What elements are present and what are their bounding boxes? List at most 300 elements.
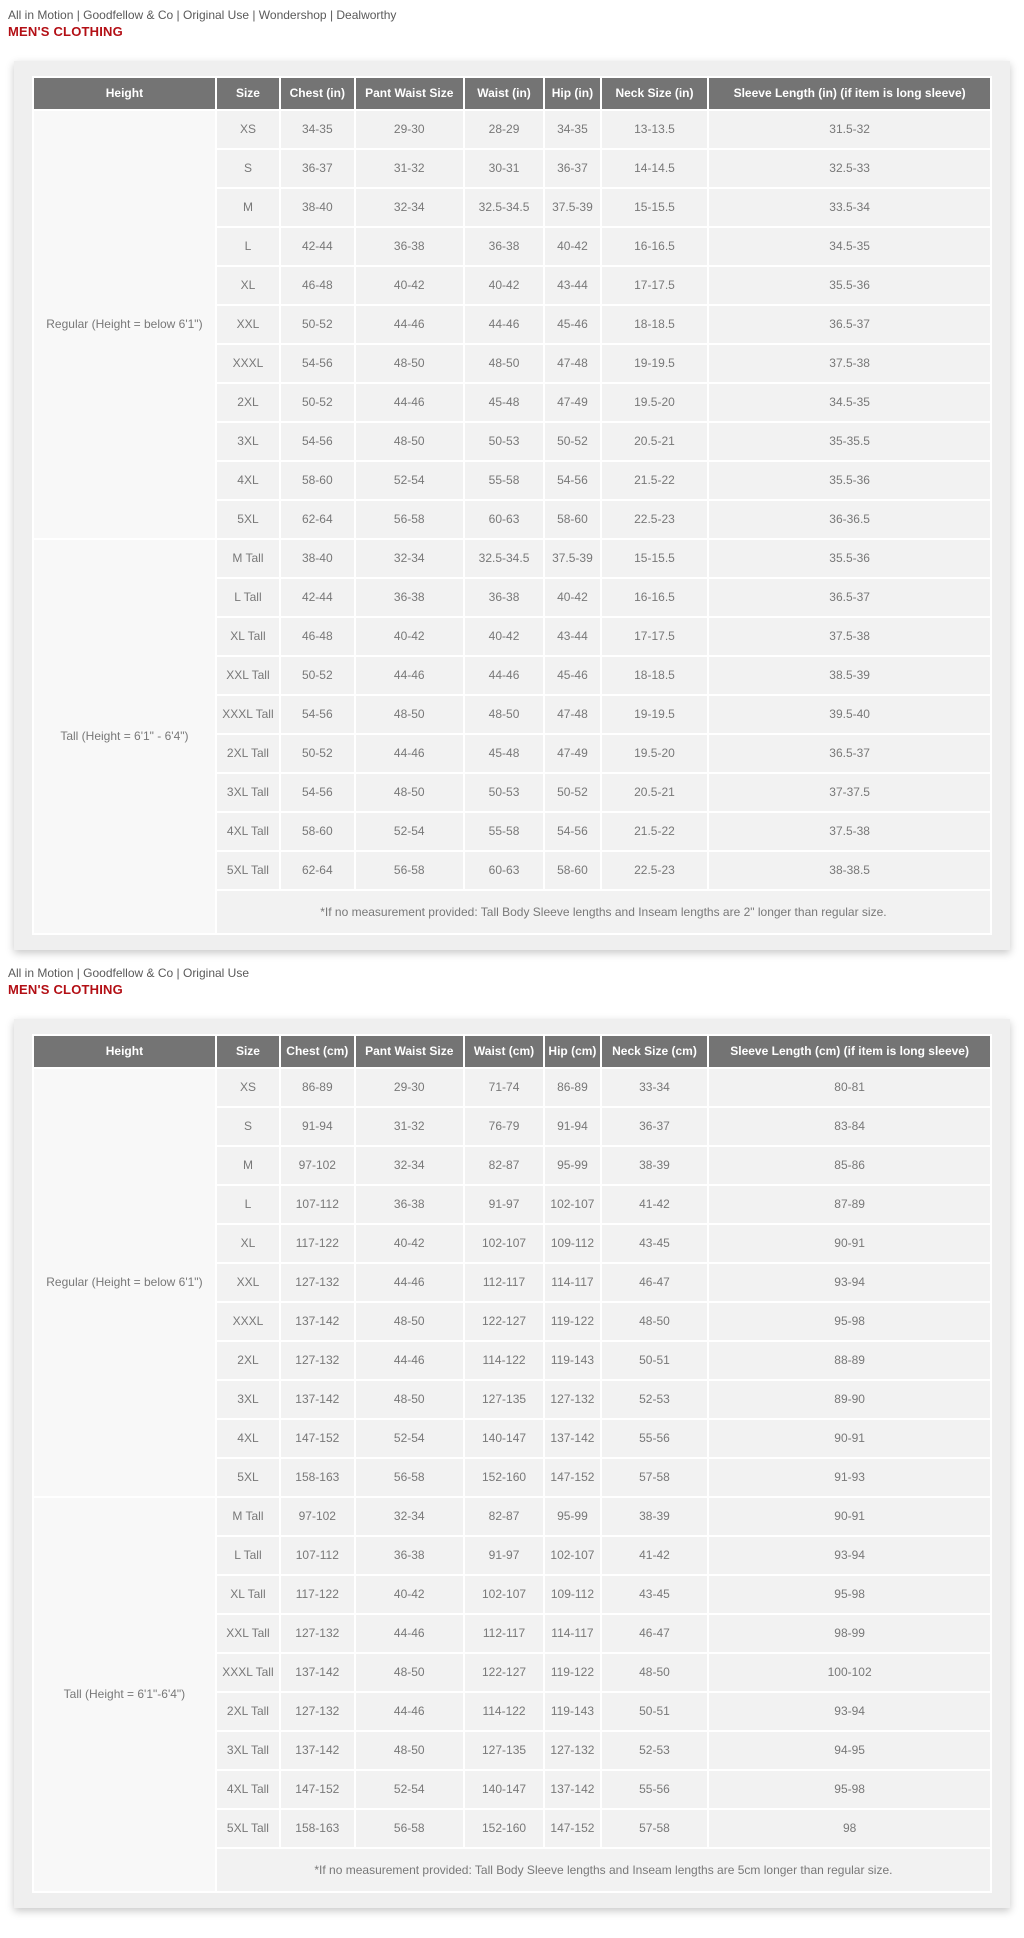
size-cell: XL Tall [217, 1576, 279, 1613]
measurement-cell: 33-34 [602, 1069, 708, 1106]
measurement-cell: 47-49 [545, 735, 600, 772]
measurement-cell: 82-87 [465, 1147, 543, 1184]
measurement-cell: 140-147 [465, 1771, 543, 1808]
measurement-cell: 93-94 [709, 1537, 990, 1574]
column-header: Sleeve Length (cm) (if item is long sleeve) [709, 1036, 990, 1067]
measurement-cell: 56-58 [356, 501, 463, 538]
size-cell: 2XL Tall [217, 1693, 279, 1730]
measurement-cell: 36-36.5 [709, 501, 990, 538]
size-cell: 3XL Tall [217, 774, 279, 811]
measurement-cell: 95-98 [709, 1576, 990, 1613]
measurement-cell: 34-35 [545, 111, 600, 148]
measurement-cell: 44-46 [356, 1693, 463, 1730]
measurement-cell: 37.5-38 [709, 813, 990, 850]
measurement-cell: 95-98 [709, 1771, 990, 1808]
measurement-cell: 48-50 [356, 423, 463, 460]
measurement-cell: 55-56 [602, 1420, 708, 1457]
size-cell: 4XL [217, 462, 279, 499]
measurement-cell: 137-142 [281, 1732, 354, 1769]
measurement-cell: 44-46 [356, 657, 463, 694]
measurement-cell: 57-58 [602, 1459, 708, 1496]
measurement-cell: 15-15.5 [602, 189, 708, 226]
measurement-cell: 90-91 [709, 1225, 990, 1262]
size-cell: XL Tall [217, 618, 279, 655]
size-cell: 5XL Tall [217, 852, 279, 889]
size-cell: M Tall [217, 1498, 279, 1535]
measurement-cell: 31-32 [356, 1108, 463, 1145]
column-header: Chest (in) [281, 78, 354, 109]
column-header: Pant Waist Size [356, 1036, 463, 1067]
measurement-cell: 42-44 [281, 579, 354, 616]
chart-title: MEN'S CLOTHING [8, 24, 123, 39]
measurement-cell: 91-97 [465, 1537, 543, 1574]
measurement-cell: 107-112 [281, 1186, 354, 1223]
size-cell: 2XL [217, 384, 279, 421]
measurement-cell: 97-102 [281, 1147, 354, 1184]
measurement-cell: 56-58 [356, 1459, 463, 1496]
measurement-cell: 54-56 [281, 423, 354, 460]
measurement-cell: 55-58 [465, 813, 543, 850]
measurement-cell: 32.5-34.5 [465, 189, 543, 226]
measurement-cell: 19-19.5 [602, 345, 708, 382]
measurement-cell: 87-89 [709, 1186, 990, 1223]
measurement-cell: 91-97 [465, 1186, 543, 1223]
measurement-cell: 37.5-38 [709, 345, 990, 382]
measurement-cell: 55-56 [602, 1771, 708, 1808]
measurement-cell: 21.5-22 [602, 462, 708, 499]
measurement-cell: 38-40 [281, 189, 354, 226]
measurement-cell: 36.5-37 [709, 579, 990, 616]
measurement-cell: 36-37 [602, 1108, 708, 1145]
measurement-cell: 94-95 [709, 1732, 990, 1769]
measurement-cell: 40-42 [356, 1576, 463, 1613]
measurement-cell: 93-94 [709, 1264, 990, 1301]
measurement-cell: 127-132 [281, 1615, 354, 1652]
measurement-cell: 112-117 [465, 1264, 543, 1301]
measurement-cell: 48-50 [356, 345, 463, 382]
measurement-cell: 35.5-36 [709, 267, 990, 304]
size-chart-section-inches [0, 8, 1024, 950]
measurement-cell: 60-63 [465, 852, 543, 889]
measurement-cell: 36-38 [356, 228, 463, 265]
measurement-cell: 62-64 [281, 852, 354, 889]
measurement-cell: 95-98 [709, 1303, 990, 1340]
brand-list: All in Motion | Goodfellow & Co | Original Use [8, 966, 250, 980]
measurement-cell: 38-39 [602, 1147, 708, 1184]
measurement-cell: 102-107 [545, 1537, 600, 1574]
size-cell: XXL [217, 1264, 279, 1301]
measurement-cell: 36-38 [356, 1537, 463, 1574]
measurement-cell: 137-142 [281, 1303, 354, 1340]
measurement-cell: 32-34 [356, 540, 463, 577]
measurement-cell: 50-53 [465, 774, 543, 811]
measurement-cell: 30-31 [465, 150, 543, 187]
size-cell: XXXL Tall [217, 1654, 279, 1691]
measurement-cell: 127-132 [281, 1264, 354, 1301]
footnote: *If no measurement provided: Tall Body Sleeve lengths and Inseam lengths are 5cm longer than regular size. [217, 1849, 990, 1891]
measurement-cell: 48-50 [465, 696, 543, 733]
measurement-cell: 91-94 [545, 1108, 600, 1145]
measurement-cell: 50-52 [281, 657, 354, 694]
measurement-cell: 52-54 [356, 462, 463, 499]
measurement-cell: 16-16.5 [602, 228, 708, 265]
size-cell: XXXL [217, 345, 279, 382]
measurement-cell: 46-48 [281, 267, 354, 304]
measurement-cell: 127-132 [281, 1693, 354, 1730]
measurement-cell: 122-127 [465, 1303, 543, 1340]
measurement-cell: 83-84 [709, 1108, 990, 1145]
measurement-cell: 48-50 [356, 774, 463, 811]
measurement-cell: 44-46 [465, 657, 543, 694]
measurement-cell: 45-46 [545, 657, 600, 694]
size-chart-card-inches [14, 61, 1010, 950]
measurement-cell: 19-19.5 [602, 696, 708, 733]
measurement-cell: 58-60 [281, 462, 354, 499]
measurement-cell: 102-107 [465, 1576, 543, 1613]
measurement-cell: 32-34 [356, 189, 463, 226]
size-cell: XS [217, 1069, 279, 1106]
measurement-cell: 50-52 [281, 306, 354, 343]
measurement-cell: 52-53 [602, 1381, 708, 1418]
measurement-cell: 97-102 [281, 1498, 354, 1535]
measurement-cell: 102-107 [545, 1186, 600, 1223]
measurement-cell: 33.5-34 [709, 189, 990, 226]
size-cell: S [217, 1108, 279, 1145]
measurement-cell: 17-17.5 [602, 267, 708, 304]
measurement-cell: 48-50 [356, 1732, 463, 1769]
measurement-cell: 137-142 [545, 1771, 600, 1808]
measurement-cell: 34.5-35 [709, 384, 990, 421]
measurement-cell: 32-34 [356, 1498, 463, 1535]
measurement-cell: 43-44 [545, 618, 600, 655]
size-cell: 2XL [217, 1342, 279, 1379]
column-header: Size [217, 1036, 279, 1067]
measurement-cell: 38.5-39 [709, 657, 990, 694]
measurement-cell: 42-44 [281, 228, 354, 265]
measurement-cell: 54-56 [281, 774, 354, 811]
size-cell: L Tall [217, 579, 279, 616]
measurement-cell: 56-58 [356, 852, 463, 889]
measurement-cell: 50-52 [545, 774, 600, 811]
measurement-cell: 17-17.5 [602, 618, 708, 655]
measurement-cell: 41-42 [602, 1186, 708, 1223]
measurement-cell: 18-18.5 [602, 306, 708, 343]
measurement-cell: 48-50 [356, 1381, 463, 1418]
measurement-cell: 152-160 [465, 1459, 543, 1496]
header-row [34, 1036, 990, 1067]
measurement-cell: 50-51 [602, 1342, 708, 1379]
measurement-cell: 119-143 [545, 1693, 600, 1730]
measurement-cell: 117-122 [281, 1225, 354, 1262]
size-cell: M [217, 1147, 279, 1184]
measurement-cell: 80-81 [709, 1069, 990, 1106]
measurement-cell: 60-63 [465, 501, 543, 538]
column-header: Neck Size (in) [602, 78, 708, 109]
measurement-cell: 71-74 [465, 1069, 543, 1106]
measurement-cell: 76-79 [465, 1108, 543, 1145]
measurement-cell: 152-160 [465, 1810, 543, 1847]
size-cell: 4XL Tall [217, 813, 279, 850]
measurement-cell: 52-54 [356, 1771, 463, 1808]
column-header: Hip (in) [545, 78, 600, 109]
measurement-cell: 52-54 [356, 813, 463, 850]
table-row [34, 111, 990, 148]
measurement-cell: 38-38.5 [709, 852, 990, 889]
measurement-cell: 112-117 [465, 1615, 543, 1652]
measurement-cell: 140-147 [465, 1420, 543, 1457]
size-cell: XXL Tall [217, 1615, 279, 1652]
measurement-cell: 47-49 [545, 384, 600, 421]
size-cell: 4XL [217, 1420, 279, 1457]
measurement-cell: 58-60 [281, 813, 354, 850]
height-group-cell: Regular (Height = below 6'1") [34, 111, 215, 538]
measurement-cell: 137-142 [545, 1420, 600, 1457]
measurement-cell: 114-117 [545, 1264, 600, 1301]
measurement-cell: 36-38 [465, 228, 543, 265]
height-group-cell: Tall (Height = 6'1"-6'4") [34, 1498, 215, 1891]
column-header: Height [34, 1036, 215, 1067]
measurement-cell: 109-112 [545, 1576, 600, 1613]
column-header: Sleeve Length (in) (if item is long sleeve) [709, 78, 990, 109]
measurement-cell: 21.5-22 [602, 813, 708, 850]
height-group-cell: Tall (Height = 6'1" - 6'4") [34, 540, 215, 933]
size-cell: M Tall [217, 540, 279, 577]
measurement-cell: 32.5-33 [709, 150, 990, 187]
measurement-cell: 36-38 [465, 579, 543, 616]
measurement-cell: 32.5-34.5 [465, 540, 543, 577]
measurement-cell: 56-58 [356, 1810, 463, 1847]
measurement-cell: 16-16.5 [602, 579, 708, 616]
measurement-cell: 55-58 [465, 462, 543, 499]
measurement-cell: 86-89 [545, 1069, 600, 1106]
size-cell: 2XL Tall [217, 735, 279, 772]
measurement-cell: 114-117 [545, 1615, 600, 1652]
measurement-cell: 48-50 [356, 1654, 463, 1691]
measurement-cell: 36.5-37 [709, 735, 990, 772]
measurement-cell: 137-142 [281, 1654, 354, 1691]
column-header: Waist (cm) [465, 1036, 543, 1067]
measurement-cell: 50-53 [465, 423, 543, 460]
measurement-cell: 90-91 [709, 1498, 990, 1535]
size-chart-table-cm [32, 1034, 992, 1893]
measurement-cell: 18-18.5 [602, 657, 708, 694]
size-cell: XS [217, 111, 279, 148]
measurement-cell: 95-99 [545, 1147, 600, 1184]
measurement-cell: 127-135 [465, 1732, 543, 1769]
measurement-cell: 13-13.5 [602, 111, 708, 148]
measurement-cell: 85-86 [709, 1147, 990, 1184]
measurement-cell: 127-132 [281, 1342, 354, 1379]
measurement-cell: 36-38 [356, 579, 463, 616]
measurement-cell: 31.5-32 [709, 111, 990, 148]
measurement-cell: 14-14.5 [602, 150, 708, 187]
measurement-cell: 40-42 [356, 618, 463, 655]
measurement-cell: 44-46 [356, 1264, 463, 1301]
measurement-cell: 38-39 [602, 1498, 708, 1535]
measurement-cell: 114-122 [465, 1693, 543, 1730]
measurement-cell: 43-45 [602, 1576, 708, 1613]
measurement-cell: 22.5-23 [602, 852, 708, 889]
measurement-cell: 137-142 [281, 1381, 354, 1418]
measurement-cell: 50-52 [281, 384, 354, 421]
size-chart-table-inches [32, 76, 992, 935]
measurement-cell: 58-60 [545, 852, 600, 889]
size-cell: 5XL [217, 1459, 279, 1496]
size-cell: S [217, 150, 279, 187]
measurement-cell: 46-47 [602, 1264, 708, 1301]
measurement-cell: 45-48 [465, 384, 543, 421]
size-cell: XL [217, 1225, 279, 1262]
measurement-cell: 20.5-21 [602, 774, 708, 811]
measurement-cell: 52-54 [356, 1420, 463, 1457]
measurement-cell: 127-135 [465, 1381, 543, 1418]
size-cell: 5XL [217, 501, 279, 538]
measurement-cell: 38-40 [281, 540, 354, 577]
measurement-cell: 107-112 [281, 1537, 354, 1574]
measurement-cell: 46-48 [281, 618, 354, 655]
measurement-cell: 48-50 [356, 1303, 463, 1340]
brand-list: All in Motion | Goodfellow & Co | Original Use | Wondershop | Dealworthy [8, 8, 397, 22]
size-cell: XL [217, 267, 279, 304]
measurement-cell: 50-52 [545, 423, 600, 460]
measurement-cell: 90-91 [709, 1420, 990, 1457]
measurement-cell: 95-99 [545, 1498, 600, 1535]
measurement-cell: 54-56 [545, 462, 600, 499]
measurement-cell: 91-94 [281, 1108, 354, 1145]
measurement-cell: 48-50 [602, 1303, 708, 1340]
measurement-cell: 122-127 [465, 1654, 543, 1691]
header-row [34, 78, 990, 109]
measurement-cell: 88-89 [709, 1342, 990, 1379]
measurement-cell: 40-42 [356, 267, 463, 304]
column-header: Pant Waist Size [356, 78, 463, 109]
measurement-cell: 31-32 [356, 150, 463, 187]
measurement-cell: 44-46 [356, 1615, 463, 1652]
measurement-cell: 62-64 [281, 501, 354, 538]
measurement-cell: 44-46 [356, 735, 463, 772]
column-header: Hip (cm) [545, 1036, 600, 1067]
measurement-cell: 37.5-39 [545, 189, 600, 226]
measurement-cell: 15-15.5 [602, 540, 708, 577]
measurement-cell: 40-42 [545, 228, 600, 265]
size-cell: 3XL [217, 1381, 279, 1418]
measurement-cell: 40-42 [356, 1225, 463, 1262]
measurement-cell: 28-29 [465, 111, 543, 148]
measurement-cell: 45-48 [465, 735, 543, 772]
measurement-cell: 40-42 [545, 579, 600, 616]
size-cell: 3XL [217, 423, 279, 460]
measurement-cell: 102-107 [465, 1225, 543, 1262]
measurement-cell: 98-99 [709, 1615, 990, 1652]
measurement-cell: 48-50 [465, 345, 543, 382]
measurement-cell: 29-30 [356, 111, 463, 148]
measurement-cell: 91-93 [709, 1459, 990, 1496]
measurement-cell: 44-46 [356, 306, 463, 343]
column-header: Size [217, 78, 279, 109]
measurement-cell: 22.5-23 [602, 501, 708, 538]
measurement-cell: 35-35.5 [709, 423, 990, 460]
measurement-cell: 39.5-40 [709, 696, 990, 733]
measurement-cell: 147-152 [545, 1459, 600, 1496]
measurement-cell: 89-90 [709, 1381, 990, 1418]
footnote: *If no measurement provided: Tall Body Sleeve lengths and Inseam lengths are 2" longer than regular size. [217, 891, 990, 933]
measurement-cell: 37.5-38 [709, 618, 990, 655]
measurement-cell: 119-122 [545, 1654, 600, 1691]
measurement-cell: 36.5-37 [709, 306, 990, 343]
measurement-cell: 50-51 [602, 1693, 708, 1730]
measurement-cell: 52-53 [602, 1732, 708, 1769]
table-row [34, 540, 990, 577]
measurement-cell: 86-89 [281, 1069, 354, 1106]
size-cell: XXXL Tall [217, 696, 279, 733]
measurement-cell: 58-60 [545, 501, 600, 538]
size-cell: XXXL [217, 1303, 279, 1340]
measurement-cell: 48-50 [602, 1654, 708, 1691]
measurement-cell: 158-163 [281, 1810, 354, 1847]
measurement-cell: 127-132 [545, 1381, 600, 1418]
column-header: Chest (cm) [281, 1036, 354, 1067]
measurement-cell: 43-44 [545, 267, 600, 304]
measurement-cell: 37-37.5 [709, 774, 990, 811]
chart-title: MEN'S CLOTHING [8, 982, 123, 997]
measurement-cell: 127-132 [545, 1732, 600, 1769]
size-cell: 5XL Tall [217, 1810, 279, 1847]
measurement-cell: 44-46 [356, 1342, 463, 1379]
measurement-cell: 47-48 [545, 696, 600, 733]
measurement-cell: 36-37 [281, 150, 354, 187]
measurement-cell: 19.5-20 [602, 384, 708, 421]
measurement-cell: 37.5-39 [545, 540, 600, 577]
measurement-cell: 20.5-21 [602, 423, 708, 460]
measurement-cell: 93-94 [709, 1693, 990, 1730]
size-cell: L [217, 228, 279, 265]
size-cell: XXL [217, 306, 279, 343]
measurement-cell: 44-46 [465, 306, 543, 343]
measurement-cell: 35.5-36 [709, 540, 990, 577]
size-chart-card-cm [14, 1019, 1010, 1908]
measurement-cell: 117-122 [281, 1576, 354, 1613]
measurement-cell: 40-42 [465, 618, 543, 655]
size-chart-section-cm [0, 966, 1024, 1908]
column-header: Waist (in) [465, 78, 543, 109]
measurement-cell: 147-152 [281, 1420, 354, 1457]
measurement-cell: 54-56 [281, 345, 354, 382]
height-group-cell: Regular (Height = below 6'1") [34, 1069, 215, 1496]
measurement-cell: 29-30 [356, 1069, 463, 1106]
measurement-cell: 32-34 [356, 1147, 463, 1184]
measurement-cell: 44-46 [356, 384, 463, 421]
size-cell: M [217, 189, 279, 226]
size-cell: 3XL Tall [217, 1732, 279, 1769]
measurement-cell: 40-42 [465, 267, 543, 304]
measurement-cell: 35.5-36 [709, 462, 990, 499]
measurement-cell: 19.5-20 [602, 735, 708, 772]
measurement-cell: 54-56 [281, 696, 354, 733]
measurement-cell: 36-37 [545, 150, 600, 187]
measurement-cell: 54-56 [545, 813, 600, 850]
measurement-cell: 119-122 [545, 1303, 600, 1340]
measurement-cell: 57-58 [602, 1810, 708, 1847]
size-cell: 4XL Tall [217, 1771, 279, 1808]
size-cell: XXL Tall [217, 657, 279, 694]
measurement-cell: 34.5-35 [709, 228, 990, 265]
measurement-cell: 45-46 [545, 306, 600, 343]
measurement-cell: 114-122 [465, 1342, 543, 1379]
column-header: Neck Size (cm) [602, 1036, 708, 1067]
measurement-cell: 41-42 [602, 1537, 708, 1574]
measurement-cell: 147-152 [545, 1810, 600, 1847]
measurement-cell: 98 [709, 1810, 990, 1847]
